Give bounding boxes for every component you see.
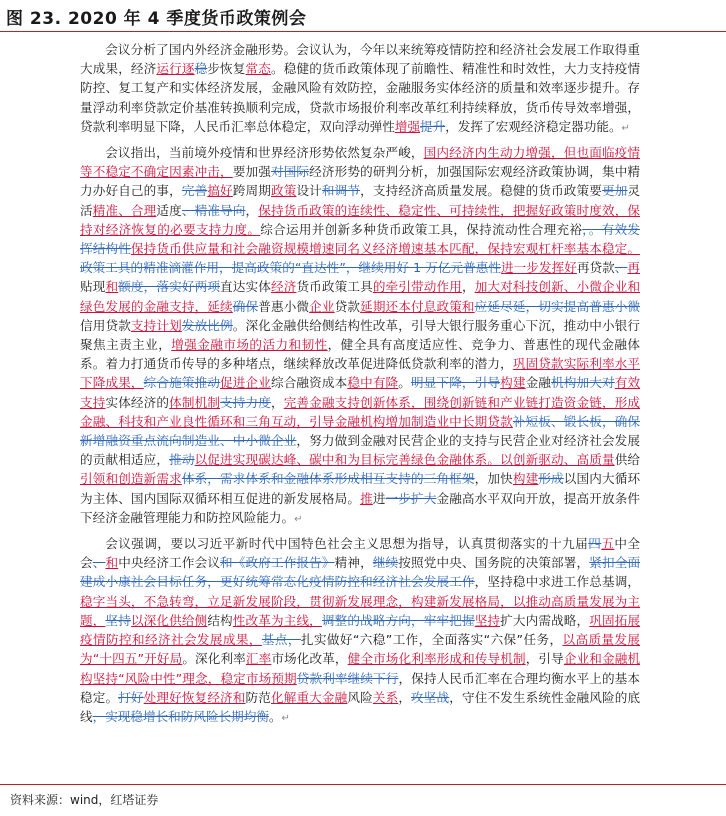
deleted-text: 打好 [118, 689, 144, 705]
inserted-text: 增强 [394, 118, 421, 134]
figure-title: 图 23. 2020 年 4 季度货币政策例会 [6, 9, 307, 29]
deleted-text: ，。有效发挥结构性 [80, 221, 641, 257]
inserted-text: 精准、合理 [92, 202, 157, 218]
text-run: ，守住不发生系统性金融风险的底线 [80, 689, 641, 724]
text-run: 扎实做好“六稳”工作，全面落实“六保”任务， [300, 632, 563, 648]
inserted-text: 保持货币政策的连续性、稳定性、可持续性，把握好政策时度效，保持对经济恢复的必要支持力度。 [80, 202, 641, 237]
inserted-text: 稳字当头，不急转弯，立足新发展阶段，贯彻新发展理念，构建新发展格局，以推动高质量发展为主题， [80, 593, 640, 628]
text-run: 适度 [156, 202, 182, 218]
inserted-text: 坚持 [474, 612, 501, 628]
inserted-text: 以深化供给侧 [130, 612, 208, 628]
deleted-text: 提升 [420, 118, 446, 134]
inserted-text: 处理好恢复经济和 [143, 689, 246, 705]
inserted-text: 支持计划 [130, 317, 182, 333]
text-run: ， [461, 279, 475, 295]
inserted-text: 化解重大金融 [270, 689, 348, 705]
inserted-text: 构建 [512, 471, 539, 487]
text-run: 会议指出，当前境外疫情和世界经济形势依然复杂严峻， [105, 145, 424, 161]
inserted-text: 延期还本付息政策和 [360, 298, 475, 314]
inserted-text: 和 [105, 279, 119, 295]
text-run: 信用贷款 [80, 317, 131, 333]
deleted-text: 和《政府工作报告》 [220, 555, 335, 571]
inserted-text: 以促进实现碳达峰、碳中和为目标完善绿色金融体系。以创新驱动、高质量 [194, 452, 615, 468]
deleted-text: 完善 [181, 183, 208, 199]
paragraph-1 [80, 40, 640, 138]
deleted-text: 发放比例 [181, 317, 233, 333]
text-run: ，加快 [474, 471, 513, 487]
text-run: 供给 [614, 452, 641, 468]
deleted-text: 、 [92, 555, 106, 571]
deleted-text: 贷款利率继续下行 [296, 670, 399, 686]
top-divider [0, 31, 726, 32]
inserted-text: 关系 [372, 689, 399, 705]
inserted-text: 以高质量发展为“十四五”开好局 [80, 632, 641, 667]
deleted-text: 一步扩大 [385, 490, 437, 506]
text-run: 防范 [245, 689, 271, 705]
bottom-divider [0, 784, 726, 785]
inserted-text: 五 [601, 536, 615, 552]
text-run: ，引导 [525, 651, 564, 667]
text-run: ， [398, 689, 412, 705]
inserted-text: 运行逐 [156, 61, 195, 77]
text-run: 直达实体 [220, 279, 271, 295]
text-run: 贷款 [334, 298, 361, 314]
deleted-text: 、精准导向 [181, 202, 246, 218]
deleted-text: 和调节 [321, 183, 361, 199]
text-run: 。深化金融供给侧结构性改革，引导大银行服务重心下沉，推动中小银行聚焦主责主业， [80, 317, 641, 353]
text-run: 再贷款 [576, 260, 615, 276]
inserted-text: 的牵引带动作用 [372, 279, 462, 295]
text-run: 综合运用并创新多种货币政策工具，保持流动性合理充裕 [260, 221, 583, 237]
inserted-text: 性改革为主线， [232, 612, 322, 628]
deleted-text: ，实现稳增长和防风险长期均衡 [92, 708, 269, 724]
inserted-text: 和 [105, 555, 119, 571]
deleted-text: 攻坚战 [411, 689, 450, 705]
text-run: 。稳健的货币政策体现了前瞻性、精准性和时效性，大力支持疫情防控、复工复产和实体经济发展，金融风险有效防控，金融服务实体经济的质量和效率逐步提升。存量浮动利率贷款定价基准转换顺利完成，贷款市场报价利率改革红利持续释放，货币传导效率增强，贷款利率明显下降，人民币汇率总体稳定，双向浮动弹性 [80, 61, 641, 134]
text-run: 金融 [525, 375, 552, 391]
text-run: 货币政策工具 [296, 279, 373, 295]
text-run: 实体经济的 [105, 394, 170, 410]
text-run: 扩大内需战略， [500, 612, 590, 628]
text-run: ，支持经济高质量发展。稳健的货币政策要 [360, 183, 603, 199]
text-run: 中全会 [80, 536, 641, 571]
text-run: 要加强 [232, 164, 271, 180]
inserted-text: 推 [360, 490, 373, 506]
deleted-text: 额度，落实好两项 [118, 279, 221, 295]
inserted-text: 政策 [270, 183, 297, 199]
inserted-text: 进一步发挥好 [501, 260, 577, 276]
deleted-text: 、 [614, 260, 628, 276]
document-body [80, 40, 640, 728]
deleted-text: 机构加大对 [551, 375, 615, 391]
text-run: 精神， [334, 555, 373, 571]
text-run: 会议强调，要以习近平新时代中国特色社会主义思想为指导，认真贯彻落实的十九届 [105, 536, 589, 552]
text-run: ，保持人民币汇率在合理均衡水平上的基本稳定。 [80, 670, 640, 705]
text-run: ，健全具有高度适应性、竞争力、普惠性的现代金融体系。着力打通货币传导的多种堵点，继续释放改革促进降低贷款利率的潜力， [80, 337, 641, 372]
inserted-text: 巩固拓展疫情防控和经济社会发展成果， [80, 612, 641, 648]
paragraph-3 [80, 534, 640, 728]
deleted-text: 继续 [372, 555, 399, 571]
text-run: 市场化改革， [271, 651, 348, 667]
inserted-text: 有效支持 [80, 375, 641, 410]
inserted-text: 稳中有降 [347, 375, 399, 391]
inserted-text: 增强金融市场的活力和韧性 [171, 337, 328, 353]
deleted-text: 坚持 [105, 612, 131, 628]
text-run: 结构 [207, 612, 233, 628]
inserted-text: 完善金融支持创新体系，围绕创新链和产业链打造资金链，形成金融、科技和产业良性循环和三角互动，引导金融机构增加制造业中长期贷款 [80, 394, 641, 429]
inserted-text: 国内经济内生动力增强，但也面临疫情等不稳定不确定因素冲击， [80, 145, 641, 180]
deleted-text: 明显下降，引导 [411, 375, 501, 391]
text-run: 贴现 [80, 279, 106, 295]
inserted-text: 再 [627, 260, 641, 276]
inserted-text: 巩固贷款实际利率水平下降成果， [80, 356, 641, 391]
deleted-text: 推动 [169, 452, 195, 468]
inserted-text: 经济 [270, 279, 297, 295]
deleted-text: 支持力度 [220, 394, 271, 410]
source-note: 资料来源：wind，红塔证券 [10, 793, 159, 807]
text-run: 风险 [347, 689, 373, 705]
inserted-text: 汇率 [245, 651, 272, 667]
deleted-text: 四 [588, 536, 602, 552]
text-run: 进 [372, 490, 386, 506]
deleted-text: 紧扣全面建成小康社会目标任务，更好统筹常态化疫情防控和经济社会发展工作 [80, 555, 641, 590]
inserted-text: 企业 [309, 298, 335, 314]
deleted-text: 调整的战略方向，牢牢把握 [321, 612, 475, 628]
deleted-text: 稳 [194, 61, 208, 77]
text-run: ， [245, 202, 259, 218]
text-run: ，坚持稳中求进工作总基调， [474, 574, 641, 590]
text-run: 综合融资成本 [270, 375, 348, 391]
text-run: 步恢复 [207, 61, 246, 77]
text-run: 。 [268, 708, 282, 724]
deleted-text: 补短板、锻长板，确保新增融资重点流向制造业、中小微企业 [80, 413, 641, 449]
paragraph-mark-icon: ↵ [621, 122, 630, 134]
text-run: 按照党中央、国务院的决策部署， [398, 555, 590, 571]
inserted-text: 加大对科技创新、小微企业和绿色发展的金融支持，延续 [80, 279, 641, 314]
text-run: 以国内大循环为主体、国内国际双循环相互促进的新发展格局。 [80, 471, 641, 506]
text-run: 普惠小微 [258, 298, 310, 314]
inserted-text: 健全市场化利率形成和传导机制 [347, 651, 526, 667]
inserted-text: 企业和金融机构坚持“风险中性”理念，稳定市场预期 [80, 651, 641, 686]
text-run: ，发挥了宏观经济稳定器功能。 [445, 118, 622, 134]
text-run: 中央经济工作会议 [118, 555, 221, 571]
inserted-text: 搞好 [207, 183, 233, 199]
inserted-text: 常态 [245, 61, 271, 77]
inserted-text: 保持货币供应量和社会融资规模增速同名义经济增速基本匹配，保持宏观杠杆率基本稳定。 [130, 241, 641, 257]
deleted-text: 政策工具的精准滴灌作用，提高政策的“直达性”，继续用好 1 万亿元普惠性 [80, 260, 502, 276]
text-run: 。 [398, 375, 412, 391]
text-run: 。深化利率 [182, 651, 246, 667]
text-run: ， [270, 394, 284, 410]
text-run: 会议分析了国内外经济金融形势。会议认为，今年以来统筹疫情防控和经济社会发展工作取得重大成果，经济 [80, 42, 640, 77]
text-run: 经济形势的研判分析，加强国际宏观经济政策协调，集中精力办好自己的事， [80, 164, 641, 199]
text-run: 灵活 [80, 183, 641, 218]
text-run: 设计 [296, 183, 322, 199]
deleted-text: 综合施策推动 [143, 375, 221, 391]
text-run: 金融高水平双向开放，提高开放条件下经济金融管理能力和防控风险能力。 [80, 490, 641, 525]
inserted-text: 体制机制 [169, 394, 221, 410]
text-run: ，努力做到金融对民营企业的支持与民营企业对经济社会发展的贡献相适应， [80, 433, 641, 468]
deleted-text: 更加 [602, 183, 628, 199]
paragraph-mark-icon: ↵ [281, 712, 290, 724]
deleted-text: 体系，需求体系和金融体系形成相互支持的三角框架 [181, 471, 475, 487]
inserted-text: 构建 [500, 375, 526, 391]
paragraph-mark-icon: ↵ [294, 513, 303, 525]
deleted-text: 形成 [538, 471, 564, 487]
deleted-text: 对国际 [270, 164, 310, 180]
inserted-text: 促进企业 [220, 375, 271, 391]
text-run: 跨周期 [232, 183, 271, 199]
deleted-text: 应延尽延，切实提高普惠小微 [474, 298, 641, 314]
inserted-text: 引领和创造新需求 [80, 471, 182, 487]
deleted-text: 基点， [261, 632, 301, 648]
deleted-text: 确保 [232, 298, 259, 314]
paragraph-2 [80, 143, 640, 529]
